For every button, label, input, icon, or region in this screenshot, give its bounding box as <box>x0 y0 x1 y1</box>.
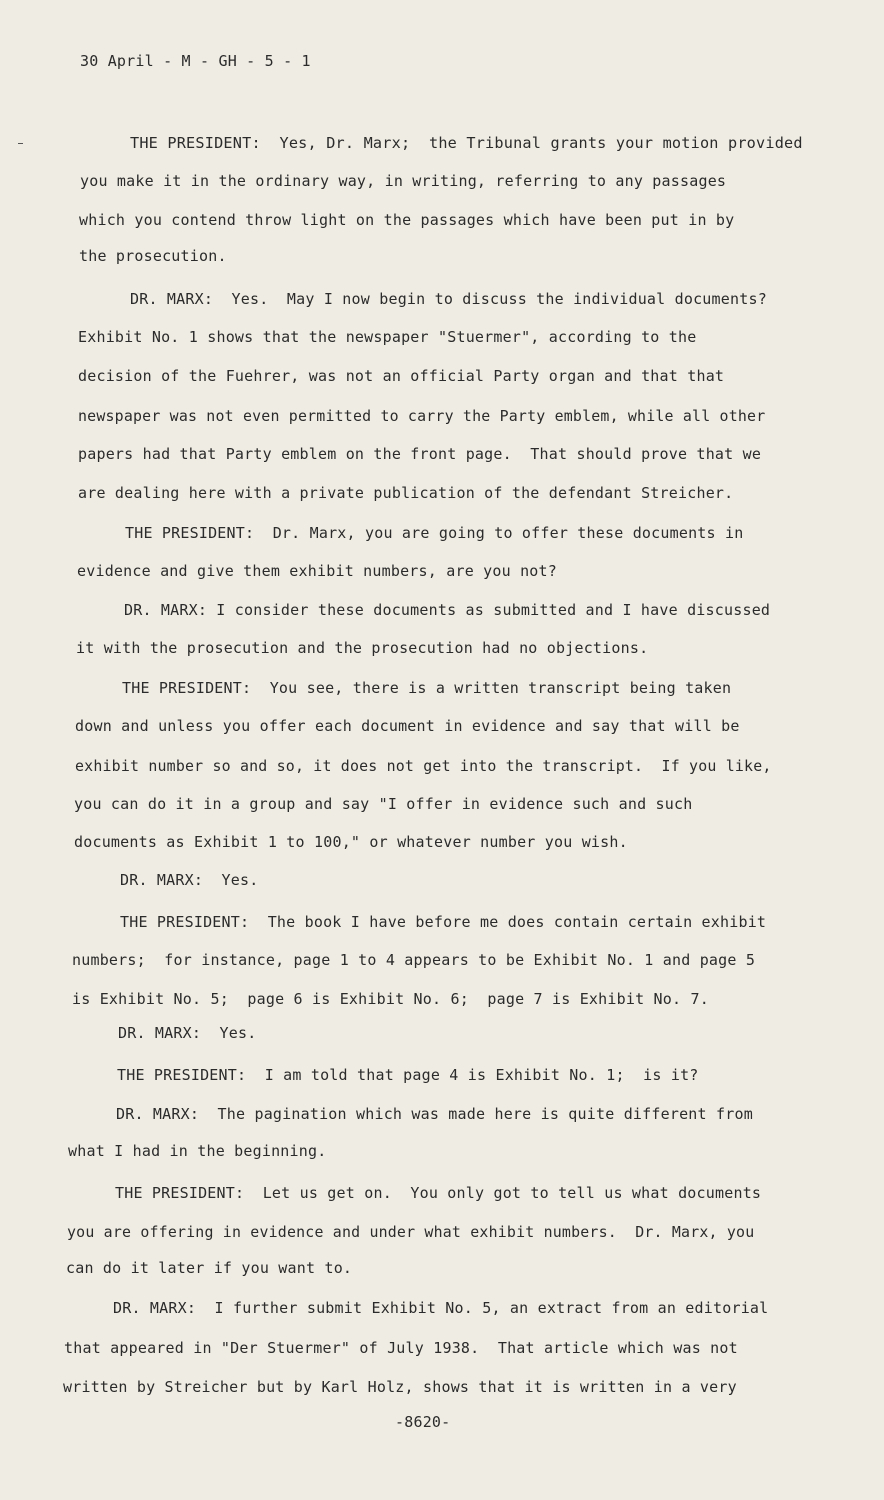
text-line: decision of the Fuehrer, was not an official Party organ and that that <box>78 367 725 385</box>
text-line: Exhibit No. 1 shows that the newspaper "Stuermer", according to the <box>78 328 697 346</box>
text-line: it with the prosecution and the prosecution had no objections. <box>76 639 649 657</box>
text-line: is Exhibit No. 5; page 6 is Exhibit No. 6; page 7 is Exhibit No. 7. <box>72 990 709 1008</box>
text-line: DR. MARX: Yes. <box>120 871 259 889</box>
text-line: papers had that Party emblem on the front page. That should prove that we <box>78 445 762 463</box>
text-line: you are offering in evidence and under what exhibit numbers. Dr. Marx, you <box>67 1223 755 1241</box>
text-line: documents as Exhibit 1 to 100," or whatever number you wish. <box>74 833 628 851</box>
text-line: the prosecution. <box>79 247 227 265</box>
text-line: written by Streicher but by Karl Holz, shows that it is written in a very <box>63 1378 737 1396</box>
text-line: newspaper was not even permitted to carry the Party emblem, while all other <box>78 407 766 425</box>
text-line: are dealing here with a private publication of the defendant Streicher. <box>78 484 734 502</box>
text-line: evidence and give them exhibit numbers, are you not? <box>77 562 557 580</box>
text-line: that appeared in "Der Stuermer" of July 1938. That article which was not <box>64 1339 738 1357</box>
text-line: exhibit number so and so, it does not get into the transcript. If you like, <box>75 757 772 775</box>
text-line: THE PRESIDENT: I am told that page 4 is Exhibit No. 1; is it? <box>117 1066 699 1084</box>
text-line: DR. MARX: I further submit Exhibit No. 5, an extract from an editorial <box>113 1299 769 1317</box>
page-number: -8620- <box>395 1413 451 1431</box>
margin-tick <box>18 143 23 144</box>
text-line: DR. MARX: The pagination which was made here is quite different from <box>116 1105 753 1123</box>
text-line: what I had in the beginning. <box>68 1142 327 1160</box>
text-line: numbers; for instance, page 1 to 4 appears to be Exhibit No. 1 and page 5 <box>72 951 756 969</box>
text-line: which you contend throw light on the passages which have been put in by <box>79 211 735 229</box>
text-line: you can do it in a group and say "I offer in evidence such and such <box>74 795 693 813</box>
text-line: can do it later if you want to. <box>66 1259 353 1277</box>
text-line: THE PRESIDENT: You see, there is a written transcript being taken <box>122 679 732 697</box>
text-line: THE PRESIDENT: Let us get on. You only got to tell us what documents <box>115 1184 762 1202</box>
text-line: DR. MARX: Yes. <box>118 1024 257 1042</box>
text-line: you make it in the ordinary way, in writing, referring to any passages <box>80 172 727 190</box>
page-header: 30 April - M - GH - 5 - 1 <box>80 52 311 70</box>
text-line: DR. MARX: Yes. May I now begin to discuss the individual documents? <box>130 290 767 308</box>
text-line: THE PRESIDENT: Dr. Marx, you are going to offer these documents in <box>125 524 744 542</box>
text-line: THE PRESIDENT: The book I have before me does contain certain exhibit <box>120 913 767 931</box>
text-line: THE PRESIDENT: Yes, Dr. Marx; the Tribunal grants your motion provided <box>130 134 803 152</box>
text-line: down and unless you offer each document in evidence and say that will be <box>75 717 740 735</box>
text-line: DR. MARX: I consider these documents as submitted and I have discussed <box>124 601 771 619</box>
